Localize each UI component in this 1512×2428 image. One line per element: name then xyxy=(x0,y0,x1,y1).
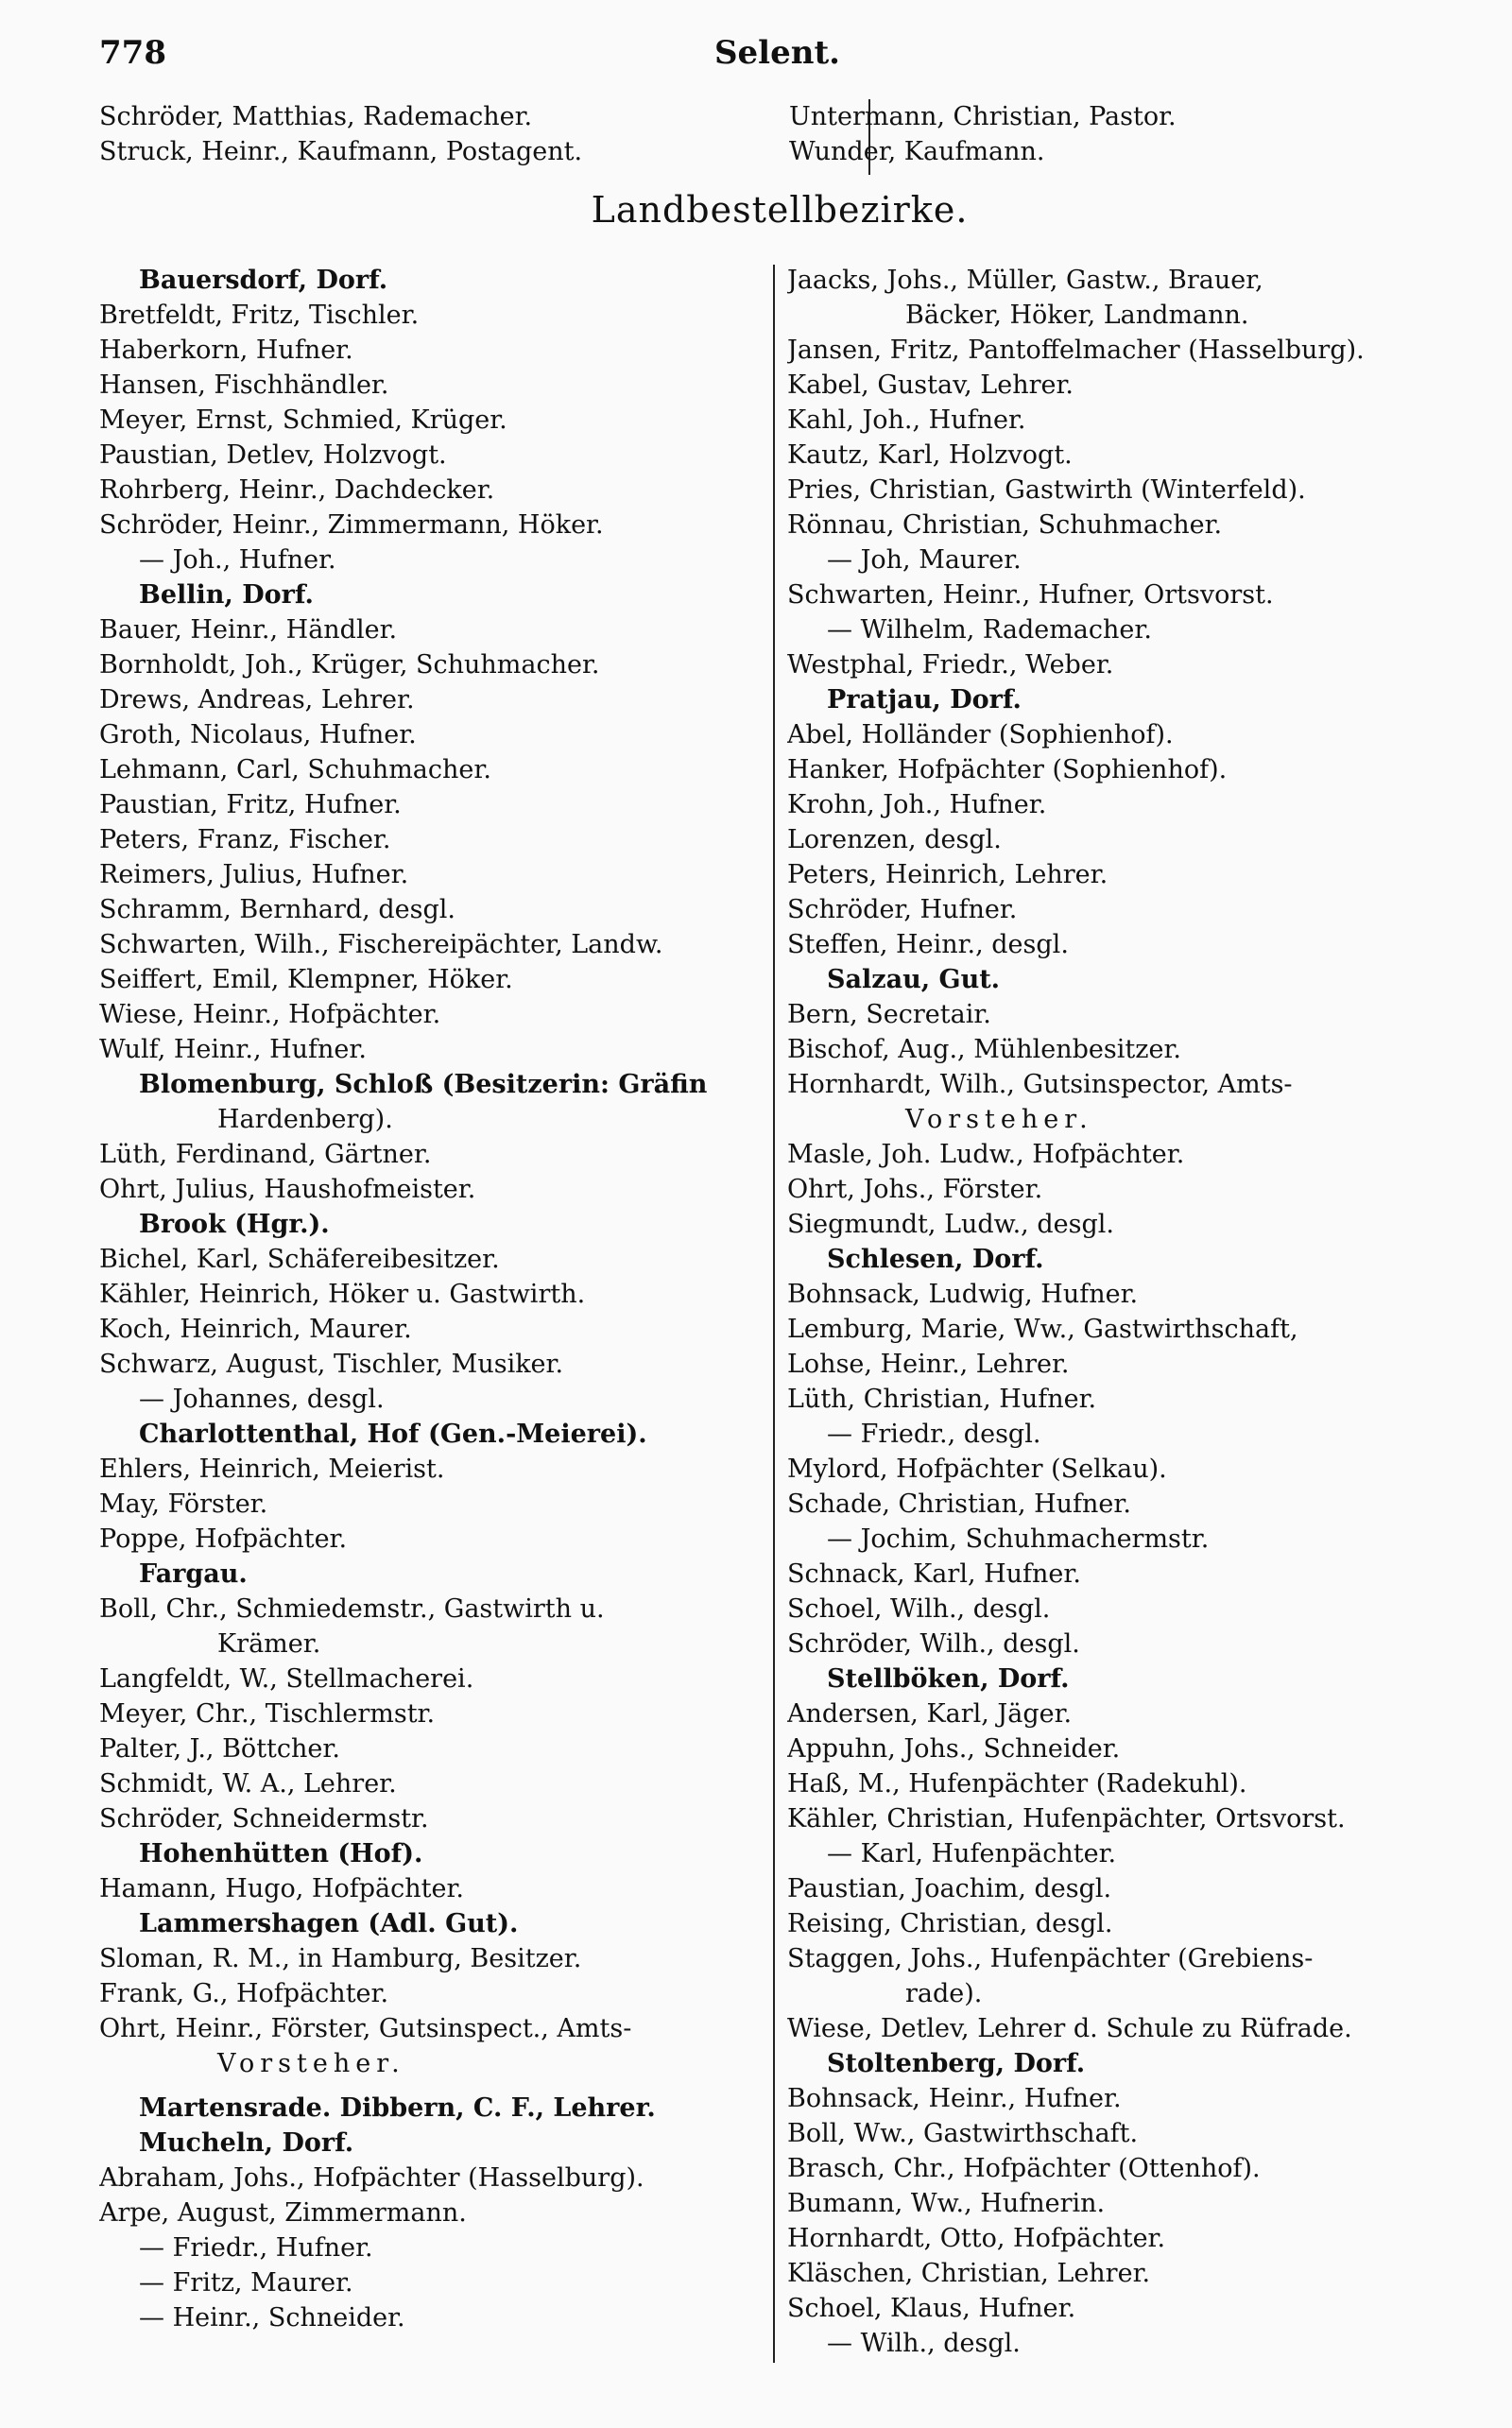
left-column xyxy=(99,263,765,2335)
place-heading: Schlesen, Dorf. xyxy=(827,1245,1044,1274)
directory-entry: Bischof, Aug., Mühlenbesitzer. xyxy=(787,1035,1181,1064)
directory-entry: Brasch, Chr., Hofpächter (Ottenhof). xyxy=(787,2154,1261,2183)
directory-entry: Peters, Heinrich, Lehrer. xyxy=(787,860,1108,889)
directory-entry: Struck, Heinr., Kaufmann, Postagent. xyxy=(99,137,583,166)
directory-entry: Schröder, Wilh., desgl. xyxy=(787,1629,1080,1659)
directory-entry: Pries, Christian, Gastwirth (Winterfeld). xyxy=(787,475,1306,505)
directory-entry: Lorenzen, desgl. xyxy=(787,825,1002,854)
place-heading: Hohenhütten (Hof). xyxy=(139,1839,423,1868)
directory-entry: Lüth, Ferdinand, Gärtner. xyxy=(99,1140,432,1169)
directory-entry: Ehlers, Heinrich, Meierist. xyxy=(99,1455,445,1484)
directory-entry: Wiese, Heinr., Hofpächter. xyxy=(99,1000,441,1029)
place-heading: Salzau, Gut. xyxy=(827,965,1001,994)
directory-entry: Jaacks, Johs., Müller, Gastw., Brauer, xyxy=(787,266,1263,295)
directory-entry: Bohnsack, Heinr., Hufner. xyxy=(787,2084,1122,2113)
directory-entry: Lemburg, Marie, Ww., Gastwirthschaft, xyxy=(787,1315,1298,1344)
entry-continuation: Hardenberg). xyxy=(217,1105,393,1134)
directory-entry: — Heinr., Schneider. xyxy=(139,2303,405,2333)
directory-entry: — Wilhelm, Rademacher. xyxy=(827,615,1152,645)
directory-entry: Wulf, Heinr., Hufner. xyxy=(99,1035,367,1064)
entry-continuation: Bäcker, Höker, Landmann. xyxy=(905,301,1249,330)
entry-continuation: Vorsteher. xyxy=(905,1105,1093,1134)
directory-entry: — Friedr., desgl. xyxy=(827,1420,1041,1449)
directory-entry: Drews, Andreas, Lehrer. xyxy=(99,685,415,715)
directory-entry: Seiffert, Emil, Klempner, Höker. xyxy=(99,965,513,994)
page-header xyxy=(99,28,1455,85)
directory-entry: Schmidt, W. A., Lehrer. xyxy=(99,1769,397,1799)
place-heading: Stoltenberg, Dorf. xyxy=(827,2049,1086,2078)
directory-entry: Lehmann, Carl, Schuhmacher. xyxy=(99,755,491,784)
directory-entry: Kläschen, Christian, Lehrer. xyxy=(787,2259,1151,2288)
directory-entry: Peters, Franz, Fischer. xyxy=(99,825,391,854)
directory-entry: Steffen, Heinr., desgl. xyxy=(787,930,1069,959)
directory-entry: Bornholdt, Joh., Krüger, Schuhmacher. xyxy=(99,650,600,680)
entry-continuation: Vorsteher. xyxy=(217,2049,405,2078)
directory-entry: Ohrt, Johs., Förster. xyxy=(787,1175,1043,1204)
directory-entry: Lohse, Heinr., Lehrer. xyxy=(787,1350,1070,1379)
directory-entry: — Jochim, Schuhmachermstr. xyxy=(827,1524,1210,1554)
directory-entry: Hornhardt, Otto, Hofpächter. xyxy=(787,2224,1166,2253)
directory-entry: Rohrberg, Heinr., Dachdecker. xyxy=(99,475,495,505)
column-divider xyxy=(773,265,775,2363)
place-heading: Bellin, Dorf. xyxy=(139,580,314,610)
entry-continuation: rade). xyxy=(905,1979,983,2008)
directory-entry: Boll, Ww., Gastwirthschaft. xyxy=(787,2119,1139,2148)
directory-entry: Paustian, Fritz, Hufner. xyxy=(99,790,402,819)
directory-entry: Haberkorn, Hufner. xyxy=(99,336,353,365)
directory-entry: Bretfeldt, Fritz, Tischler. xyxy=(99,301,420,330)
place-heading: Brook (Hgr.). xyxy=(139,1210,330,1239)
place-heading: Martensrade. Dibbern, C. F., Lehrer. xyxy=(139,2093,656,2123)
directory-entry: Bern, Secretair. xyxy=(787,1000,991,1029)
directory-entry: Staggen, Johs., Hufenpächter (Grebiens- xyxy=(787,1944,1314,1973)
place-heading: Fargau. xyxy=(139,1559,248,1589)
directory-entry: Schwarten, Heinr., Hufner, Ortsvorst. xyxy=(787,580,1274,610)
directory-entry: Hamann, Hugo, Hofpächter. xyxy=(99,1874,464,1903)
directory-entry: Wiese, Detlev, Lehrer d. Schule zu Rüfrade. xyxy=(787,2014,1352,2043)
directory-entry: Schade, Christian, Hufner. xyxy=(787,1490,1131,1519)
directory-entry: Langfeldt, W., Stellmacherei. xyxy=(99,1664,474,1694)
directory-entry: Krohn, Joh., Hufner. xyxy=(787,790,1047,819)
directory-entry: Schwarz, August, Tischler, Musiker. xyxy=(99,1350,564,1379)
directory-entry: Jansen, Fritz, Pantoffelmacher (Hasselburg). xyxy=(787,336,1365,365)
place-heading: Stellböken, Dorf. xyxy=(827,1664,1070,1694)
directory-entry: Appuhn, Johs., Schneider. xyxy=(787,1734,1121,1764)
directory-entry: — Fritz, Maurer. xyxy=(139,2268,353,2298)
directory-entry: Kahl, Joh., Hufner. xyxy=(787,405,1026,435)
directory-entry: Abel, Holländer (Sophienhof). xyxy=(787,720,1174,749)
directory-entry: Haß, M., Hufenpächter (Radekuhl). xyxy=(787,1769,1247,1799)
directory-entry: Hanker, Hofpächter (Sophienhof). xyxy=(787,755,1228,784)
directory-entry: Schoel, Wilh., desgl. xyxy=(787,1594,1051,1624)
directory-entry: Reimers, Julius, Hufner. xyxy=(99,860,409,889)
directory-entry: Rönnau, Christian, Schuhmacher. xyxy=(787,510,1223,540)
directory-entry: Bohnsack, Ludwig, Hufner. xyxy=(787,1280,1139,1309)
directory-entry: Schröder, Hufner. xyxy=(787,895,1018,924)
directory-entry: Bauer, Heinr., Händler. xyxy=(99,615,398,645)
directory-entry: Boll, Chr., Schmiedemstr., Gastwirth u. xyxy=(99,1594,605,1624)
directory-entry: Kähler, Heinrich, Höker u. Gastwirth. xyxy=(99,1280,586,1309)
directory-entry: Untermann, Christian, Pastor. xyxy=(789,102,1177,131)
directory-entry: Schramm, Bernhard, desgl. xyxy=(99,895,455,924)
directory-entry: Masle, Joh. Ludw., Hofpächter. xyxy=(787,1140,1185,1169)
directory-entry: Kabel, Gustav, Lehrer. xyxy=(787,370,1074,400)
directory-entry: Bichel, Karl, Schäfereibesitzer. xyxy=(99,1245,500,1274)
directory-entry: Hansen, Fischhändler. xyxy=(99,370,389,400)
directory-entry: Andersen, Karl, Jäger. xyxy=(787,1699,1073,1729)
page-number: 778 xyxy=(99,34,166,72)
directory-entry: — Johannes, desgl. xyxy=(139,1385,385,1414)
directory-entry: Westphal, Friedr., Weber. xyxy=(787,650,1114,680)
directory-entry: Schnack, Karl, Hufner. xyxy=(787,1559,1081,1589)
directory-entry: Hornhardt, Wilh., Gutsinspector, Amts- xyxy=(787,1070,1293,1099)
directory-entry: Siegmundt, Ludw., desgl. xyxy=(787,1210,1114,1239)
section-title: Landbestellbezirke. xyxy=(591,189,969,231)
directory-entry: Frank, G., Hofpächter. xyxy=(99,1979,389,2008)
top-entries xyxy=(99,99,1460,177)
directory-entry: — Joh, Maurer. xyxy=(827,545,1022,575)
directory-entry: Ohrt, Julius, Haushofmeister. xyxy=(99,1175,476,1204)
directory-entry: Meyer, Ernst, Schmied, Krüger. xyxy=(99,405,507,435)
directory-entry: May, Förster. xyxy=(99,1490,268,1519)
directory-entry: Kähler, Christian, Hufenpächter, Ortsvorst. xyxy=(787,1804,1346,1834)
running-head: Selent. xyxy=(714,34,840,72)
entry-continuation: Krämer. xyxy=(217,1629,321,1659)
directory-entry: Abraham, Johs., Hofpächter (Hasselburg). xyxy=(99,2163,644,2193)
place-heading: Blomenburg, Schloß (Besitzerin: Gräfin xyxy=(139,1070,708,1099)
place-heading: Lammershagen (Adl. Gut). xyxy=(139,1909,519,1938)
directory-entry: Reising, Christian, desgl. xyxy=(787,1909,1113,1938)
place-heading: Bauersdorf, Dorf. xyxy=(139,266,388,295)
place-heading: Mucheln, Dorf. xyxy=(139,2128,354,2158)
directory-entry: Lüth, Christian, Hufner. xyxy=(787,1385,1097,1414)
directory-entry: Kautz, Karl, Holzvogt. xyxy=(787,440,1073,470)
directory-entry: Schoel, Klaus, Hufner. xyxy=(787,2294,1076,2323)
place-heading: Charlottenthal, Hof (Gen.-Meierei). xyxy=(139,1420,647,1449)
directory-entry: Mylord, Hofpächter (Selkau). xyxy=(787,1455,1167,1484)
directory-entry: Schröder, Heinr., Zimmermann, Höker. xyxy=(99,510,604,540)
directory-entry: Schwarten, Wilh., Fischereipächter, Landw. xyxy=(99,930,663,959)
directory-entry: Koch, Heinrich, Maurer. xyxy=(99,1315,412,1344)
top-right-column xyxy=(789,99,1469,169)
directory-entry: Schröder, Schneidermstr. xyxy=(99,1804,429,1834)
directory-entry: — Friedr., Hufner. xyxy=(139,2233,373,2263)
directory-entry: — Joh., Hufner. xyxy=(139,545,336,575)
directory-entry: — Karl, Hufenpächter. xyxy=(827,1839,1117,1868)
directory-entry: Meyer, Chr., Tischlermstr. xyxy=(99,1699,436,1729)
directory-entry: Arpe, August, Zimmermann. xyxy=(99,2198,467,2228)
directory-entry: Ohrt, Heinr., Förster, Gutsinspect., Amts- xyxy=(99,2014,632,2043)
directory-entry: Palter, J., Böttcher. xyxy=(99,1734,340,1764)
directory-entry: Bumann, Ww., Hufnerin. xyxy=(787,2189,1106,2218)
directory-entry: Paustian, Joachim, desgl. xyxy=(787,1874,1112,1903)
right-column xyxy=(787,263,1468,2361)
directory-entry: Wunder, Kaufmann. xyxy=(789,137,1045,166)
directory-entry: Sloman, R. M., in Hamburg, Besitzer. xyxy=(99,1944,582,1973)
directory-entry: Paustian, Detlev, Holzvogt. xyxy=(99,440,447,470)
top-left-column xyxy=(99,99,761,169)
directory-entry: Groth, Nicolaus, Hufner. xyxy=(99,720,417,749)
directory-entry: Poppe, Hofpächter. xyxy=(99,1524,348,1554)
directory-entry: Schröder, Matthias, Rademacher. xyxy=(99,102,533,131)
place-heading: Pratjau, Dorf. xyxy=(827,685,1022,715)
directory-entry: — Wilh., desgl. xyxy=(827,2329,1021,2358)
